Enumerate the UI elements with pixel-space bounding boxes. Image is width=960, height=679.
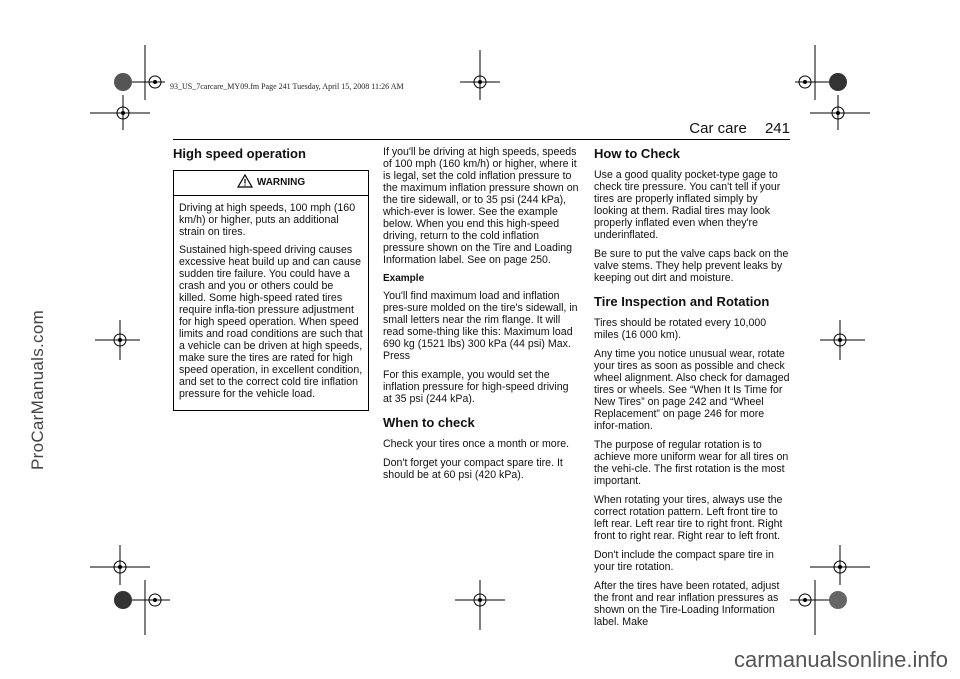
page-number: 241 — [764, 120, 790, 137]
warning-body — [174, 196, 368, 410]
rotation-title: Tire Inspection and Rotation — [594, 294, 770, 309]
warning-triangle-icon — [237, 174, 253, 188]
warning-label: WARNING — [256, 177, 306, 188]
section-title: Car care — [689, 120, 747, 137]
warning-box — [173, 170, 369, 411]
when-to-check-title: When to check — [383, 415, 475, 430]
rotation-paragraph: Don't include the compact spare tire in your tire rotation. — [594, 549, 774, 573]
when-paragraph: Check your tires once a month or more. — [383, 438, 570, 450]
rotation-paragraph: Any time you notice unusual wear, rotate your tires as soon as possible and check wheel alignment. Also check for damaged tires or wheels. See “When It Is Time for New Tires” on page 242 and “Wheel Replacement” on page 246 for more infor-mation. — [594, 348, 790, 432]
how-paragraph: Use a good quality pocket-type gage to check tire pressure. You can't tell if your tires are properly inflated simply by looking at them. Radial tires may look properly inflated even when they're underinflated. — [594, 169, 781, 241]
column-2 — [383, 146, 579, 488]
column-3 — [594, 146, 790, 635]
file-header: 93_US_7carcare_MY09.fm Page 241 Tuesday, April 15, 2008 11:26 AM — [170, 82, 404, 91]
page-header — [689, 120, 790, 137]
watermark-bottom: carmanualsonline.info — [733, 647, 948, 672]
header-rule — [173, 139, 790, 140]
high-speed-intro: If you'll be driving at high speeds, speeds of 100 mph (160 km/h) or higher, where it is legal, set the cold inflation pressure to the maximum inflation pressure shown on the tire sidewall, or to 35 psi (244 kPa), which-ever is lower. See the example below. When you end this high-speed driving, return to the cold inflation pressure shown on the Tire and Loading Information label. See on page 250. — [383, 146, 579, 266]
how-to-check-title: How to Check — [594, 146, 680, 161]
high-speed-title: High speed operation — [173, 146, 306, 161]
column-1 — [173, 146, 369, 411]
rotation-paragraph: The purpose of regular rotation is to achieve more uniform wear for all tires on the vehi-cle. The first rotation is the most important. — [594, 439, 789, 487]
warning-paragraph: Driving at high speeds, 100 mph (160 km/h) or higher, puts an additional strain on tires. — [179, 202, 356, 238]
example-paragraph: You'll find maximum load and inflation pres-sure molded on the tire's sidewall, in small letters near the rim flange. It will read some-thing like this: Maximum load 690 kg (1521 lbs) 300 kPa (44 psi) Max. Press — [383, 290, 578, 362]
warning-paragraph: Sustained high-speed driving causes excessive heat build up and can cause sudden tire failure. You could have a crash and you or others could be killed. Some high-speed rated tires require infla-tion pressure adjustment for high speed operation. When speed limits and road conditions are such that a vehicle can be driven at high speeds, make sure the tires are rated for high speed operation, in excellent condition, and set to the correct cold tire inflation pressure for the vehicle load. — [179, 244, 363, 400]
rotation-paragraph: After the tires have been rotated, adjust the front and rear inflation pressures as shown on the Tire-Loading Information label. Make — [594, 580, 780, 628]
watermark-left: ProCarManuals.com — [28, 309, 47, 470]
example-label: Example — [383, 273, 425, 284]
rotation-paragraph: Tires should be rotated every 10,000 miles (16 000 km). — [594, 317, 767, 341]
when-paragraph: Don't forget your compact spare tire. It should be at 60 psi (420 kPa). — [383, 457, 563, 481]
how-paragraph: Be sure to put the valve caps back on the valve stems. They help prevent leaks by keeping out dirt and moisture. — [594, 248, 789, 284]
warning-header — [174, 171, 368, 196]
rotation-paragraph: When rotating your tires, always use the correct rotation pattern. Left front tire to left rear. Left rear tire to right front. Right front to right rear. Right rear to left front. — [594, 494, 783, 542]
example-paragraph: For this example, you would set the inflation pressure for high-speed driving at 35 psi (244 kPa). — [383, 369, 569, 405]
